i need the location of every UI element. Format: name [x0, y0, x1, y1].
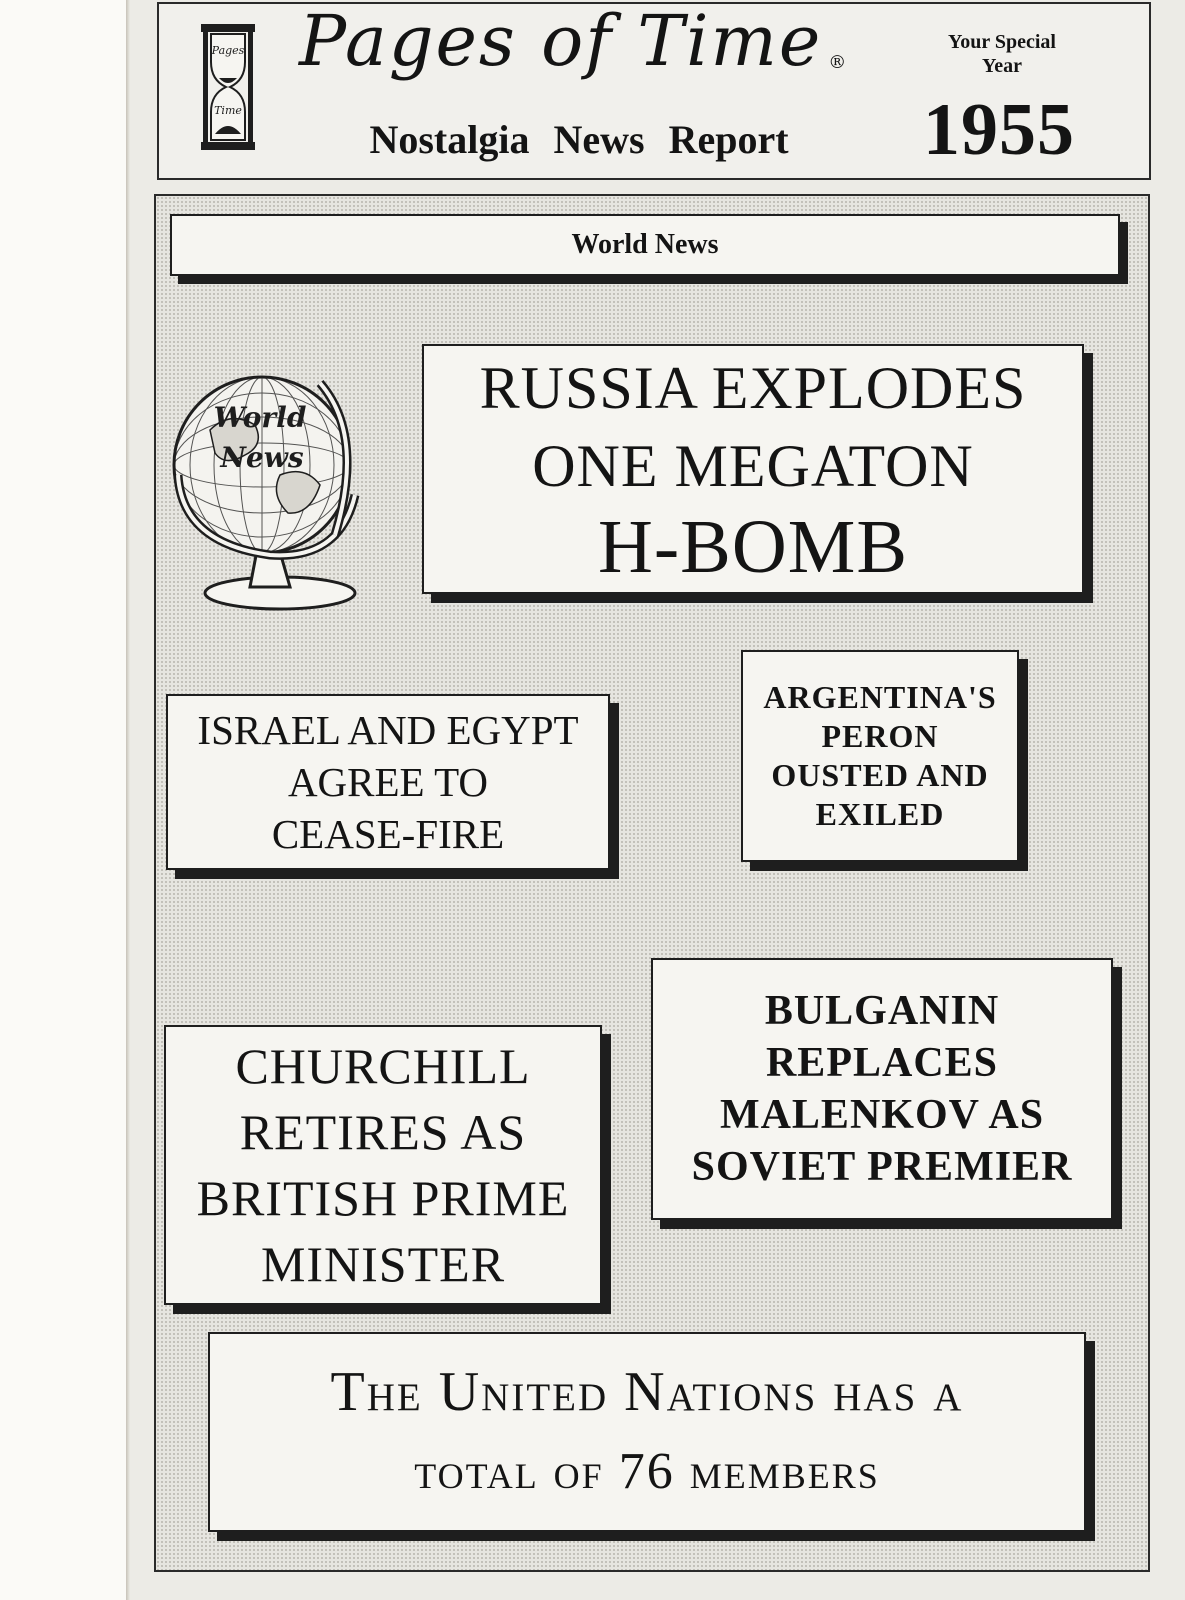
headline-churchill-line-4: MINISTER	[260, 1236, 506, 1292]
section-title-text: World News	[571, 229, 719, 260]
brand-subtitle: Nostalgia News Report	[369, 117, 789, 162]
headline-argentina-line-4: EXILED	[815, 796, 945, 832]
headline-united-nations	[208, 1332, 1086, 1532]
hourglass-top-text: Pages	[211, 44, 245, 57]
brand-title-text: Pages of Time	[299, 0, 823, 82]
headline-bulganin-line-1: BULGANIN	[764, 988, 1000, 1034]
brand-title	[299, 0, 859, 82]
hourglass-bottom-text: Time	[214, 104, 242, 117]
headline-russia-line-3: H-BOMB	[597, 505, 909, 589]
headline-russia	[422, 344, 1084, 594]
headline-israel-line-2: AGREE TO	[287, 759, 489, 805]
headline-churchill-line-2: RETIRES AS	[239, 1104, 527, 1160]
headline-bulganin-line-4: SOVIET PREMIER	[691, 1144, 1073, 1190]
headline-churchill-line-3: BRITISH PRIME	[196, 1170, 570, 1226]
registered-mark: ®	[828, 52, 849, 73]
globe-label-line-2: News	[220, 441, 304, 474]
globe-label-line-1: World	[213, 401, 307, 434]
masthead	[157, 2, 1151, 180]
headline-argentina	[741, 650, 1019, 862]
headline-un-line-1: The United Nations has a	[330, 1361, 964, 1423]
headline-israel-egypt	[166, 694, 610, 870]
special-year-label: Your Special Year	[948, 31, 1056, 77]
headline-un-line-2: total of 76 members	[414, 1443, 880, 1500]
headline-israel-line-1: ISRAEL AND EGYPT	[197, 707, 579, 753]
page-gutter	[126, 0, 130, 1600]
section-title	[170, 214, 1120, 276]
headline-bulganin	[651, 958, 1113, 1220]
headline-bulganin-line-3: MALENKOV AS	[719, 1092, 1045, 1138]
headline-churchill-line-1: CHURCHILL	[235, 1038, 531, 1094]
headline-argentina-line-3: OUSTED AND	[771, 757, 989, 793]
year: 1955	[923, 89, 1075, 171]
headline-russia-line-1: RUSSIA EXPLODES	[479, 355, 1027, 421]
hourglass-icon	[199, 22, 257, 152]
headline-argentina-line-2: PERON	[821, 718, 939, 754]
globe-icon	[170, 355, 370, 620]
headline-argentina-line-1: ARGENTINA'S	[763, 679, 997, 715]
headline-bulganin-line-2: REPLACES	[765, 1040, 999, 1086]
headline-russia-line-2: ONE MEGATON	[532, 433, 974, 499]
headline-churchill	[164, 1025, 602, 1305]
headline-israel-line-3: CEASE-FIRE	[271, 811, 505, 857]
